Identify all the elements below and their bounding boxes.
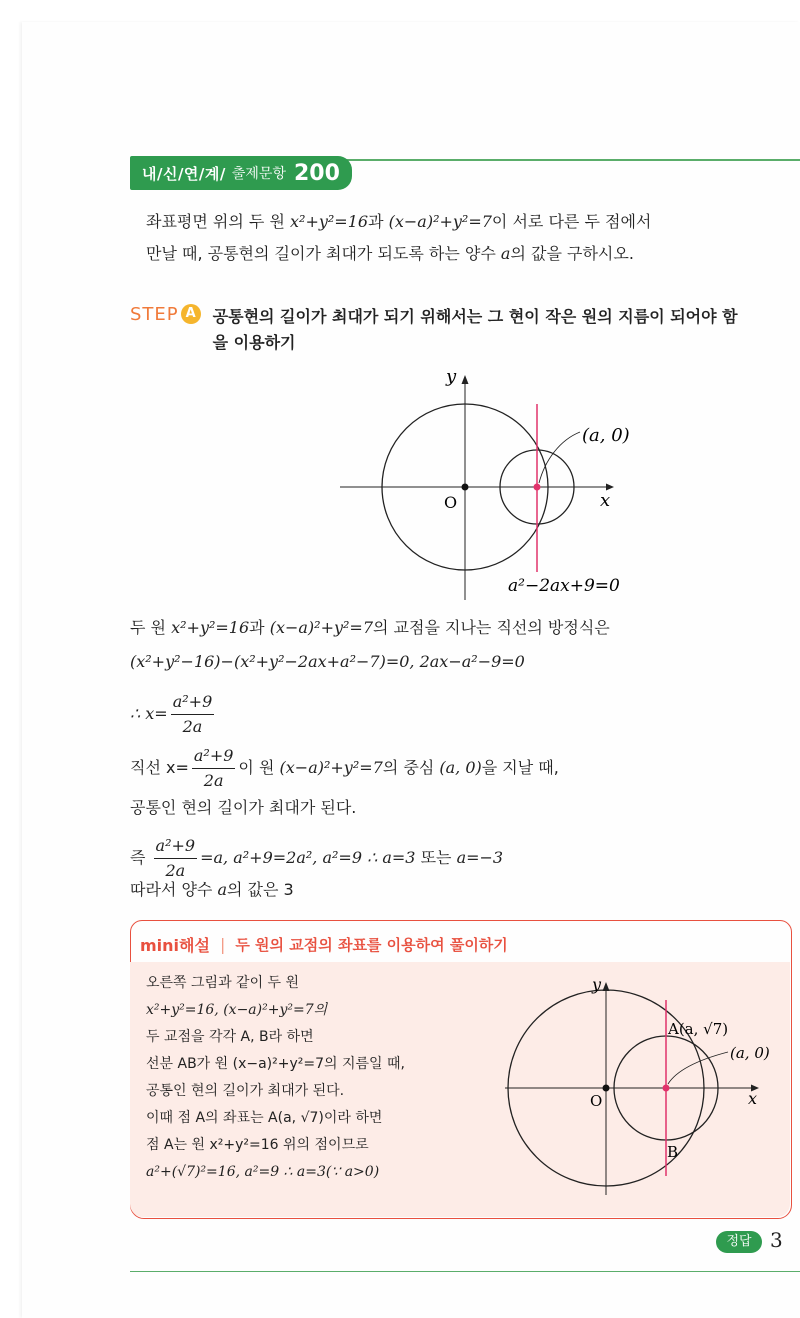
leader-line (668, 1052, 728, 1084)
mini-solution-text: 오른쪽 그림과 같이 두 원 x²+y²=16, (x−a)²+y²=7의 두 교점을 각각 A, B라 하면 선분 AB가 원 (x−a)²+y²=7의 지름일 때, 공통인 현의 길이가 최대가 된다. 이때 점 A의 좌표는 A(a, √7)이라 하면 점 A는 원 x²+y²=16 위의 점이므로 a²+(√7)²=16, a²=9 ∴ a=3(∵ a>0) (146, 975, 405, 1180)
equation: (x−a)²+y²=7 (388, 212, 492, 231)
x-label: x (748, 1089, 758, 1108)
y-label: y (592, 975, 602, 994)
solution-line-2: (x²+y²−16)−(x²+y²−2ax+a²−7)=0, 2ax−a²−9=0 (130, 652, 525, 671)
header-subtitle: 출제문항 (231, 166, 286, 182)
origin-label: O (590, 1092, 603, 1110)
divider: | (219, 934, 226, 954)
point-label: (a, 0) (582, 425, 630, 446)
line-equation-label: a²−2ax+9=0 (508, 576, 620, 596)
origin-dot (462, 484, 469, 491)
y-label: y (446, 366, 457, 387)
label-point: (a, 0) (730, 1044, 770, 1062)
label-b: B (667, 1143, 679, 1161)
y-axis-arrow (462, 375, 469, 384)
fraction: $\frac{\text{a²+9}}{2a}$ (172, 692, 213, 736)
fraction: $\frac{\text{a²+9}}{2a}$ (155, 836, 196, 880)
solution-line-3: ∴ x= $\frac{\text{a²+9}}{2a}$ (130, 690, 217, 739)
step-title: 공통현의 길이가 최대가 되기 위해서는 그 현이 작은 원의 지름이 되어야 함을 이용하기 (212, 307, 738, 352)
answer-badge: 정답 (716, 1231, 762, 1253)
equation: x²+y²=16 (290, 212, 369, 231)
header-category: 내/신/연/계/ (142, 164, 226, 183)
label-a: A(a, √7) (668, 1020, 729, 1038)
solution-line-4: 직선 x= $\frac{\text{a²+9}}{2a}$ 이 원 (x−a)²+y²=7의 중심 (a, 0)을 지날 때, (130, 744, 559, 793)
page-number: 3 (770, 1228, 783, 1252)
step-label: STEP (130, 304, 179, 325)
mini-label: mini해설 (140, 935, 210, 955)
center-dot (534, 484, 541, 491)
step-letter-badge: A (181, 304, 201, 324)
origin-label: O (444, 493, 458, 512)
x-label: x (600, 490, 611, 511)
mini-solution-header (140, 930, 508, 958)
fraction: $\frac{\text{a²+9}}{2a}$ (193, 746, 234, 790)
figure-two-circles (330, 360, 660, 600)
footer-rule (130, 1271, 800, 1272)
solution-line-7: 따라서 양수 a의 값은 3 (130, 880, 294, 899)
center-dot (663, 1085, 670, 1092)
mini-title: 두 원의 교점의 좌표를 이용하여 풀이하기 (235, 935, 508, 954)
origin-dot (603, 1085, 610, 1092)
solution-line-5: 공통인 현의 길이가 최대가 된다. (130, 798, 357, 817)
mini-figure-two-circles (500, 970, 790, 1200)
problem-statement: 좌표평면 위의 두 원 x²+y²=16과 (x−a)²+y²=7이 서로 다른 두 점에서 만날 때, 공통현의 길이가 최대가 되도록 하는 양수 a의 값을 구하시오. (146, 212, 652, 263)
step-a-heading (130, 304, 753, 356)
solution-line-1: 두 원 x²+y²=16과 (x−a)²+y²=7의 교점을 지나는 직선의 방정식은 (130, 618, 610, 637)
solution-line-6: 즉 $\frac{\text{a²+9}}{2a}$ =a, a²+9=2a², a²=9 ∴ a=3 또는 a=−3 (130, 834, 503, 883)
problem-header (130, 156, 352, 190)
problem-number: 200 (293, 160, 340, 186)
